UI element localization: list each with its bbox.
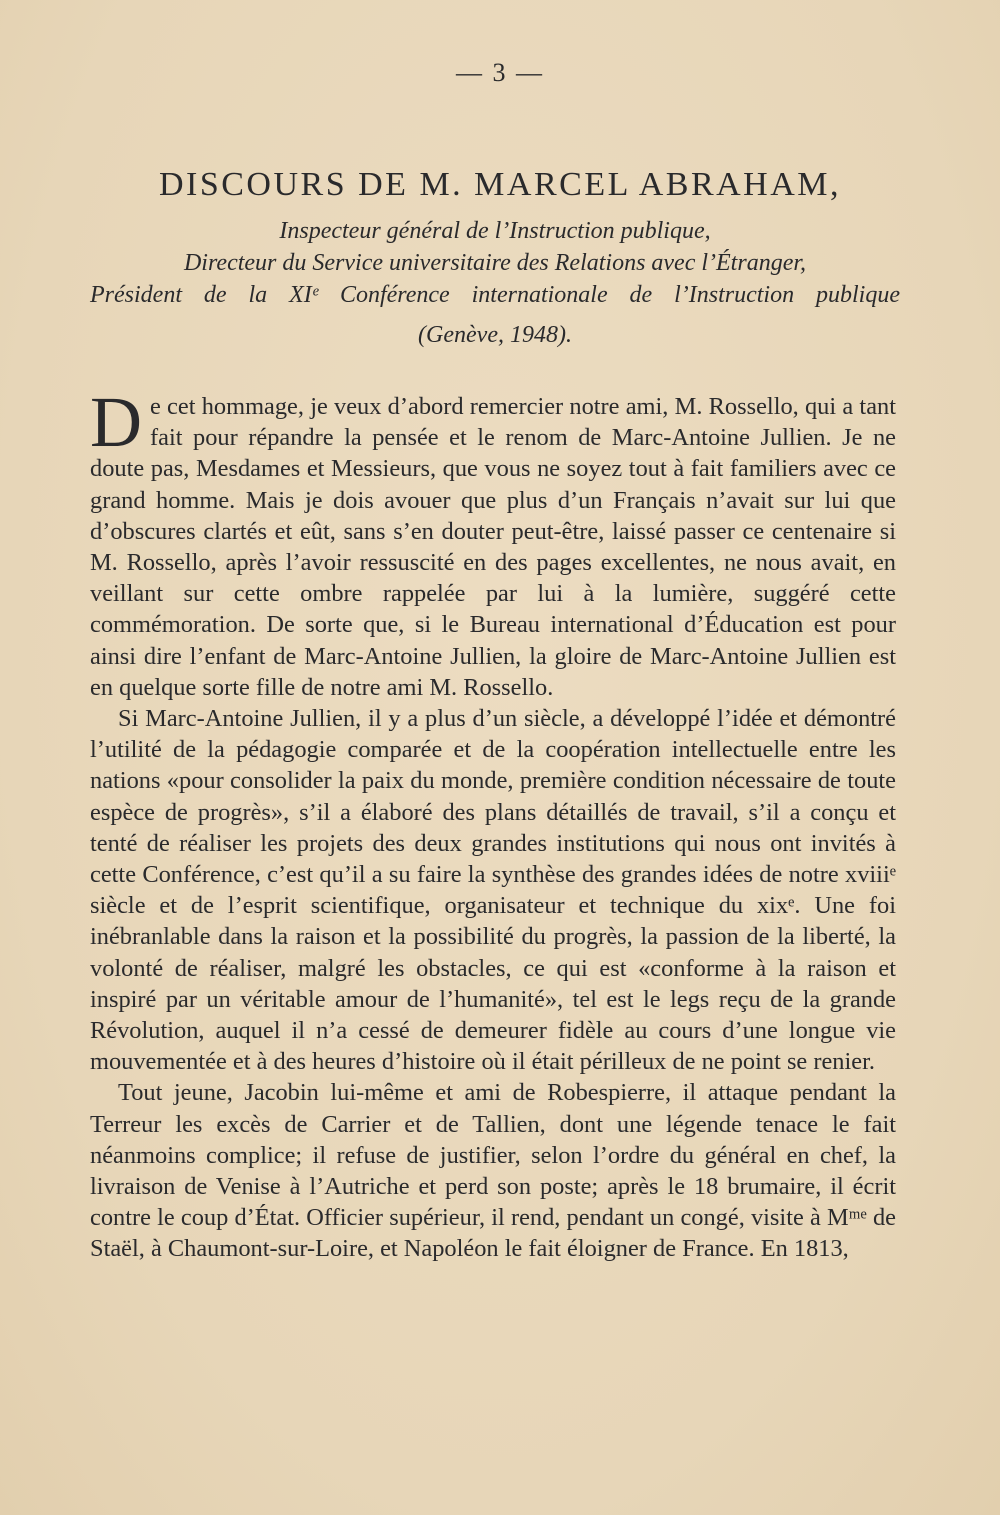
speaker-role-line-4: (Genève, 1948). xyxy=(418,322,572,348)
speech-title: DISCOURS DE M. MARCEL ABRAHAM, xyxy=(158,166,842,203)
paragraph-1 xyxy=(90,382,896,703)
speaker-role-line-1: Inspecteur général de l’Instruction publique, xyxy=(279,218,711,244)
drop-cap: D xyxy=(90,382,142,462)
speaker-role-line-2: Directeur du Service universitaire des Relations avec l’Étranger, xyxy=(183,250,807,276)
paragraph-1-text: e cet hommage, je veux d’abord remercier notre ami, M. Rossello, qui a tant fait pour répandre la pensée et le renom de Marc-Antoine Jullien. Je ne doute pas, Mesdames et Messieurs, que vous ne soyez tout à fait familiers avec ce grand homme. Mais je dois avouer que plus d’un Français n’avait sur lui que d’obscures clartés et eût, sans s’en douter peut-être, laissé passer ce centenaire si M. Rossello, après l’avoir ressuscité en des pages excellentes, ne nous avait, en veillant sur cette ombre rappelée par lui à la lumière, suggéré cette commémoration. De sorte que, si le Bureau international d’Éducation est pour ainsi dire l’enfant de Marc-Antoine Jullien, la gloire de Marc-Antoine Jullien est en quelque sorte fille de notre ami M. Rossello. xyxy=(90,393,896,701)
paragraph-3: Tout jeune, Jacobin lui-même et ami de Robespierre, il attaque pendant la Terreur les excès de Carrier et de Tallien, dont une légende tenace le fait néanmoins complice; il refuse de justifier, selon l’ordre du général en chef, la livraison de Venise à l’Autriche et perd son poste; après le 18 brumaire, il écrit contre le coup d’État. Officier supérieur, il rend, pendant un congé, visite à Mᵐᵉ de Staël, à Chaumont-sur-Loire, et Napoléon le fait éloigner de France. En 1813, xyxy=(90,1079,896,1263)
page-number: — 3 — xyxy=(456,58,544,87)
speaker-role-line-3: Président de la XIᵉ Conférence internationale de l’Instruction publique xyxy=(90,282,900,308)
speech-body xyxy=(90,382,896,1265)
paragraph-2: Si Marc-Antoine Jullien, il y a plus d’un siècle, a développé l’idée et démontré l’utilité de la pédagogie comparée et de la coopération intellectuelle entre les nations «pour consolider la paix du monde, première condition nécessaire de toute espèce de progrès», s’il a élaboré des plans détaillés de travail, s’il a conçu et tenté de réaliser les projets des deux grandes institutions qui nous ont invités à cette Conférence, c’est qu’il a su faire la synthèse des grandes idées de notre xviiiᵉ siècle et de l’esprit scientifique, organisateur et technique du xixᵉ. Une foi inébranlable dans la raison et la possibilité du progrès, la passion de la liberté, la volonté de réaliser, malgré les obstacles, ce qui est «conforme à la raison et inspiré par un véritable amour de l’humanité», tel est le legs reçu de la grande Révolution, auquel il n’a cessé de demeurer fidèle au cours d’une longue vie mouvementée et à des heures d’histoire où il était périlleux de ne point se renier. xyxy=(90,705,896,1076)
